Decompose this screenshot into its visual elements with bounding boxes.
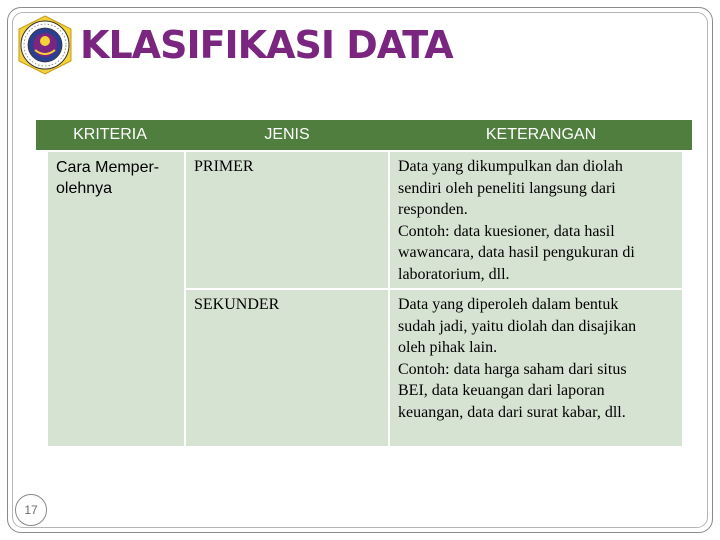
page-number: 17 (15, 494, 47, 526)
keterangan-line: Contoh: data kuesioner, data hasil (398, 222, 615, 240)
keterangan-line: sudah jadi, yaitu diolah dan disajikan (398, 317, 637, 335)
keterangan-line: sendiri oleh peneliti langsung dari (398, 179, 616, 197)
keterangan-line: Data yang dikumpulkan dan diolah (398, 158, 623, 175)
kriteria-line: olehnya (56, 180, 113, 197)
keterangan-line: responden. (398, 201, 468, 218)
keterangan-line: keuangan, data dari surat kabar, dll. (398, 403, 626, 421)
kriteria-line: Cara Memper- (56, 159, 160, 176)
keterangan-line: laboratorium, dll. (398, 265, 510, 283)
keterangan-line: oleh pihak lain. (398, 339, 498, 356)
slide-title: KLASIFIKASI DATA (80, 23, 453, 67)
keterangan-line: wawancara, data hasil pengukuran di (398, 244, 635, 261)
jenis-label: PRIMER (194, 158, 254, 175)
keterangan-line: Contoh: data harga saham dari situs (398, 360, 627, 378)
jenis-label: SEKUNDER (194, 296, 280, 313)
header-kriteria: KRITERIA (73, 126, 147, 143)
kriteria-cell (48, 152, 184, 446)
header-keterangan: KETERANGAN (485, 126, 597, 143)
keterangan-cell-primer (390, 152, 682, 288)
keterangan-line: BEI, data keuangan dari laporan (398, 382, 605, 399)
keterangan-cell-sekunder (390, 290, 682, 446)
jenis-cell-sekunder (186, 290, 388, 446)
header-jenis: JENIS (264, 126, 310, 143)
keterangan-line: Data yang diperoleh dalam bentuk (398, 296, 619, 313)
jenis-cell-primer (186, 152, 388, 288)
university-seal-icon (16, 14, 74, 76)
